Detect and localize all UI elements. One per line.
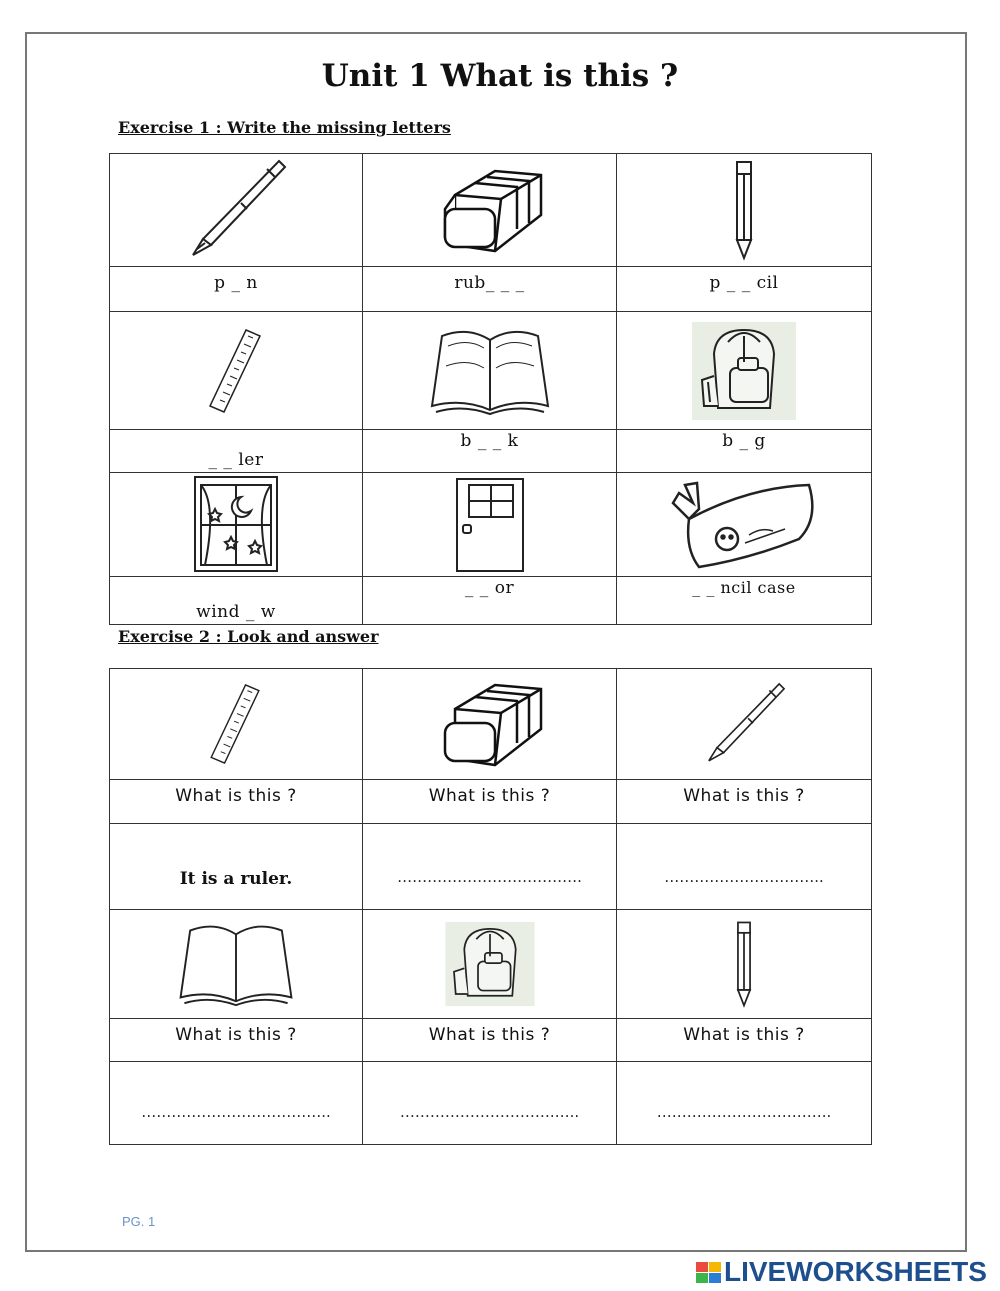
pencil-icon — [729, 919, 759, 1009]
question-cell: What is this ? — [110, 780, 363, 824]
eraser-picture-cell — [363, 154, 617, 267]
word-cell: p _ n — [110, 267, 363, 312]
question-cell: What is this ? — [363, 1019, 617, 1062]
answer-example: It is a ruler. — [110, 824, 363, 910]
word-cell: _ _ or — [363, 577, 617, 625]
word-cell: wind _ w — [110, 577, 363, 625]
bag-icon — [445, 922, 535, 1006]
answer-blank[interactable]: ………………………….….. — [363, 1062, 617, 1145]
exercise1-table — [109, 153, 872, 625]
pencil-case-icon — [669, 479, 819, 571]
brand-logo[interactable] — [696, 1256, 987, 1288]
eraser-picture-cell — [363, 669, 617, 780]
pen-icon — [699, 680, 789, 768]
answer-blank[interactable]: …………………………….. — [617, 1062, 872, 1145]
question-cell: What is this ? — [617, 780, 872, 824]
answer-blank[interactable]: ………………………….. — [617, 824, 872, 910]
answer-blank[interactable]: ………………………………. — [363, 824, 617, 910]
word-cell: _ _ ler — [110, 430, 363, 473]
question-cell: What is this ? — [110, 1019, 363, 1062]
answer-blank[interactable]: ……………………………….. — [110, 1062, 363, 1145]
word-cell: _ _ ncil case — [617, 577, 872, 625]
book-picture-cell — [363, 312, 617, 430]
ruler-picture-cell — [110, 669, 363, 780]
bag-picture-cell — [363, 910, 617, 1019]
exercise2-heading: Exercise 2 : Look and answer — [118, 627, 379, 646]
book-picture-cell — [110, 910, 363, 1019]
pencil-picture-cell — [617, 910, 872, 1019]
pen-picture-cell — [617, 669, 872, 780]
exercise2-table — [109, 668, 872, 1145]
ruler-picture-cell — [110, 312, 363, 430]
brand-name: LIVEWORKSHEETS — [724, 1256, 987, 1287]
page-title: Unit 1 What is this ? — [321, 58, 679, 94]
pencil-case-picture-cell — [617, 473, 872, 577]
pen-picture-cell — [110, 154, 363, 267]
book-icon — [428, 326, 552, 416]
word-cell: b _ g — [617, 430, 872, 473]
word-cell: b _ _ k — [363, 430, 617, 473]
bag-icon — [692, 322, 796, 420]
question-cell: What is this ? — [617, 1019, 872, 1062]
door-icon — [453, 477, 527, 573]
eraser-icon — [435, 165, 545, 255]
bag-picture-cell — [617, 312, 872, 430]
door-picture-cell — [363, 473, 617, 577]
ruler-icon — [206, 683, 266, 765]
pencil-icon — [729, 158, 759, 262]
book-icon — [176, 921, 296, 1007]
word-cell: rub_ _ _ — [363, 267, 617, 312]
window-picture-cell — [110, 473, 363, 577]
pencil-picture-cell — [617, 154, 872, 267]
window-icon — [191, 475, 281, 575]
liveworksheets-logo-icon — [696, 1262, 721, 1283]
word-cell: p _ _ cil — [617, 267, 872, 312]
pen-icon — [181, 157, 291, 263]
question-cell: What is this ? — [363, 780, 617, 824]
eraser-icon — [435, 679, 545, 769]
page-number: PG. 1 — [122, 1214, 156, 1229]
ruler-icon — [206, 328, 266, 414]
exercise1-heading: Exercise 1 : Write the missing letters — [118, 118, 451, 137]
